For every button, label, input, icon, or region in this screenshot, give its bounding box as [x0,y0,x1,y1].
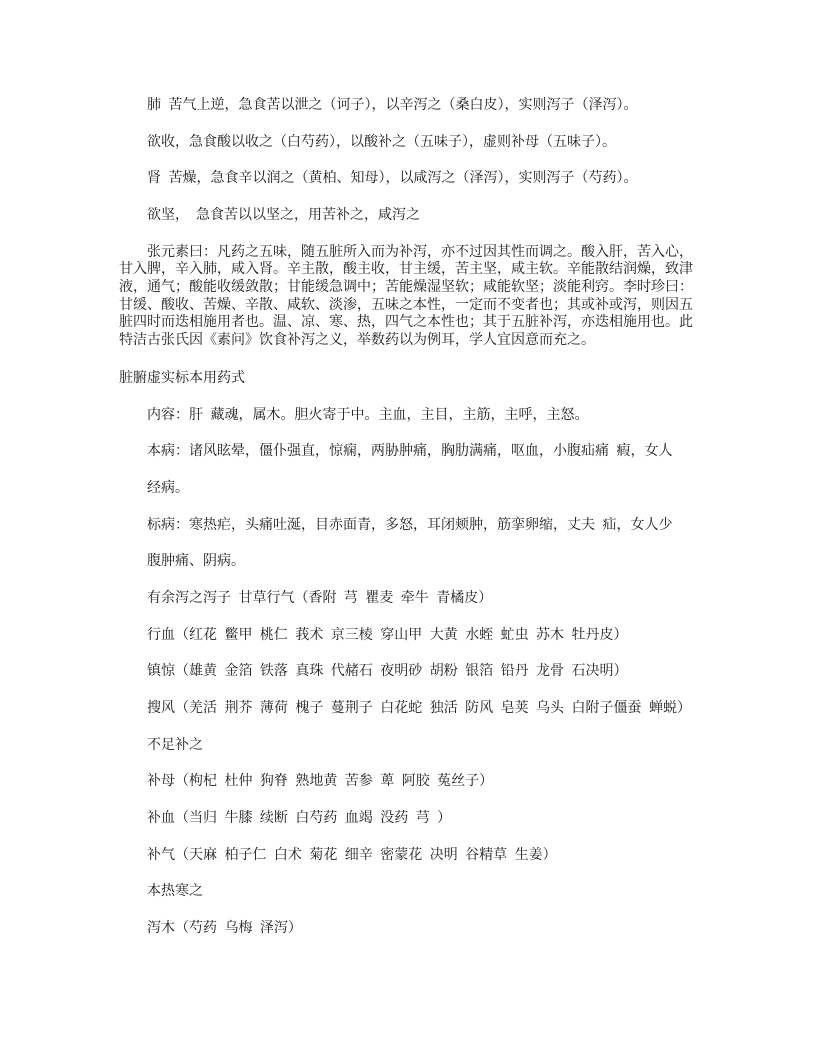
dense-paragraph-line: 张元素曰：凡药之五味，随五脏所入而为补泻，亦不过因其性而调之。酸入肝，苦入心， [147,243,693,260]
paragraph-line: 不足补之 [147,736,203,753]
paragraph-line: 肺 苦气上逆，急食苦以泄之（诃子），以辛泻之（桑白皮），实则泻子（泽泻）。 [147,97,638,113]
paragraph-line: 行血（红花 鳖甲 桃仁 莪术 京三棱 穿山甲 大黄 水蛭 虻虫 苏木 牡丹皮） [147,626,628,643]
dense-paragraph-line: 甘入脾，辛入肺，咸入肾。辛主散，酸主收，甘主缓，苦主坚，咸主软。辛能散结润燥，致津 [119,261,693,278]
document-content [119,87,699,947]
dense-paragraph-line: 脏四时而迭相施用者也。温、凉、寒、热，四气之本性也；其于五脏补泻，亦迭相施用也。此 [119,314,693,331]
paragraph-line: 补母（枸杞 杜仲 狗脊 熟地黄 苦参 萆 阿胶 菟丝子） [147,773,494,790]
dense-paragraph-line: 甘缓、酸收、苦燥、辛散、咸软、淡渗，五味之本性，一定而不变者也；其或补或泻，则因五 [119,296,693,313]
paragraph-line: 搜风（羌活 荆芥 薄荷 槐子 蔓荆子 白花蛇 独活 防风 皂荚 乌头 白附子僵蚕 蝉蜕） [147,700,691,716]
paragraph-line: 欲收，急食酸以收之（白芍药），以酸补之（五味子），虚则补母（五味子）。 [147,133,616,150]
paragraph-line: 镇惊（雄黄 金箔 铁落 真珠 代赭石 夜明砂 胡粉 银箔 铅丹 龙骨 石决明） [147,663,628,680]
paragraph-line: 内容：肝 藏魂，属木。胆火寄于中。主血，主目，主筋，主呼，主怒。 [147,406,589,423]
paragraph-line: 补气（天麻 柏子仁 白术 菊花 细辛 密蒙花 决明 谷精草 生姜） [147,846,557,863]
paragraph-line: 肾 苦燥，急食辛以润之（黄柏、知母），以咸泻之（泽泻），实则泻子（芍药）。 [147,170,638,187]
dense-paragraph [119,244,699,350]
paragraph-line: 标病：寒热疟，头痛吐涎，目赤面青，多怒，耳闭颊肿，筋挛卵缩，丈夫 疝，女人少 [147,516,673,533]
paragraph-line: 腹肿痛、阴病。 [147,553,245,570]
paragraph-line: 欲坚， 急食苦以以坚之，用苦补之，咸泻之 [147,207,420,224]
paragraph-line: 本病：诸风眩晕，僵仆强直，惊痫，两胁肿痛，胸肋满痛，呕血，小腹疝痛 瘕，女人 [147,443,673,460]
paragraph-line: 本热寒之 [147,883,203,900]
paragraph-line: 补血（当归 牛膝 续断 白芍药 血竭 没药 芎 ） [147,810,452,827]
section-heading: 脏腑虚实标本用药式 [119,369,245,386]
dense-paragraph-line: 特洁古张氏因《素问》饮食补泻之义，举数药以为例耳，学人宜因意而充之。 [119,331,595,348]
paragraph-line: 有余泻之泻子 甘草行气（香附 芎 瞿麦 牵牛 青橘皮） [147,589,493,606]
paragraph-line: 经病。 [147,479,189,496]
paragraph-line: 泻木（芍药 乌梅 泽泻） [147,920,302,937]
dense-paragraph-line: 液，通气；酸能收缓敛散；甘能缓急调中；苦能燥湿坚软；咸能软坚；淡能利窍。李时珍曰： [119,278,693,295]
